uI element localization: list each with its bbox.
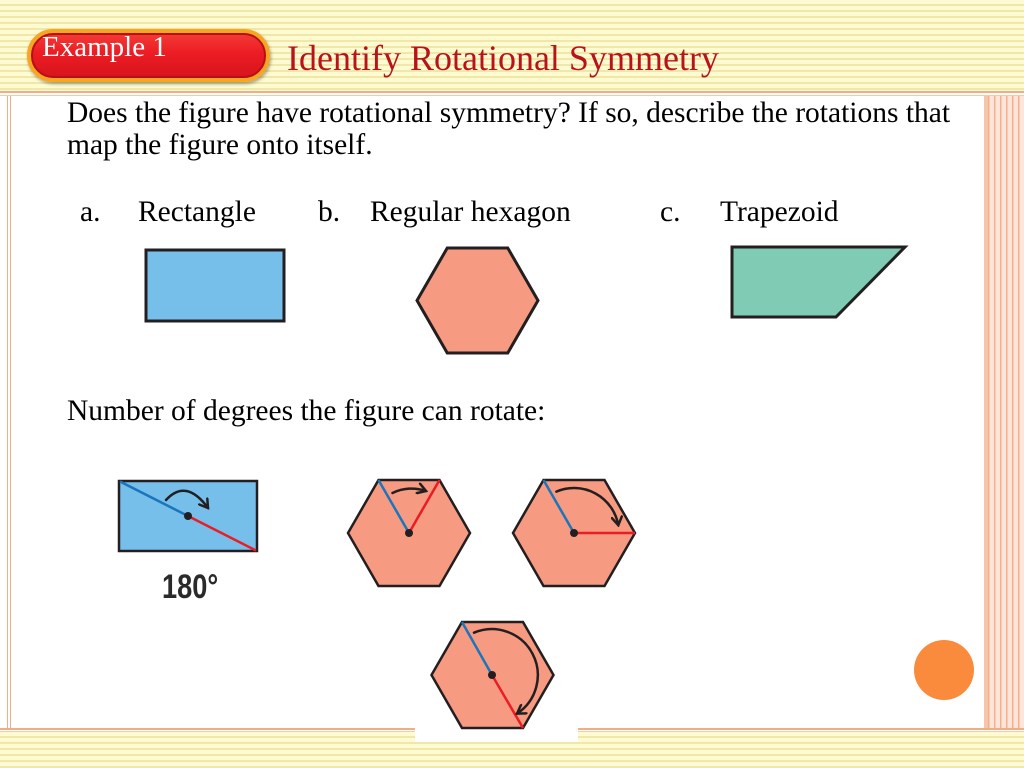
hexagon-rotation-diagram-1 [348, 480, 470, 586]
regular-hexagon-figure [417, 248, 538, 353]
rectangle-figure [146, 250, 284, 321]
hexagon-rotation-diagram-2 [513, 480, 635, 586]
trapezoid-figure [732, 247, 905, 317]
rotation-center [570, 529, 578, 537]
slide-title: Identify Rotational Symmetry [287, 38, 719, 78]
figure-c-letter: c. [660, 196, 681, 228]
decorative-circle [914, 640, 974, 700]
question-text: Does the figure have rotational symmetry? If so, describe the rotations that map the figure onto itself. [67, 97, 951, 161]
rotation-prompt: Number of degrees the figure can rotate: [67, 395, 546, 427]
rotation-center [405, 529, 413, 537]
figure-a-letter: a. [80, 196, 101, 228]
rotation-center [488, 671, 496, 679]
figure-b-name: Regular hexagon [370, 196, 571, 228]
rectangle-rotation-angle: 180° [162, 568, 219, 606]
figure-c-name: Trapezoid [720, 196, 839, 228]
figure-b-letter: b. [318, 196, 341, 228]
rectangle-rotation-diagram [119, 481, 257, 551]
figure-a-name: Rectangle [138, 196, 256, 228]
hexagon-rotation-diagram-3 [415, 622, 578, 742]
rotation-center [184, 512, 192, 520]
example-badge-label: Example 1 [42, 31, 167, 63]
